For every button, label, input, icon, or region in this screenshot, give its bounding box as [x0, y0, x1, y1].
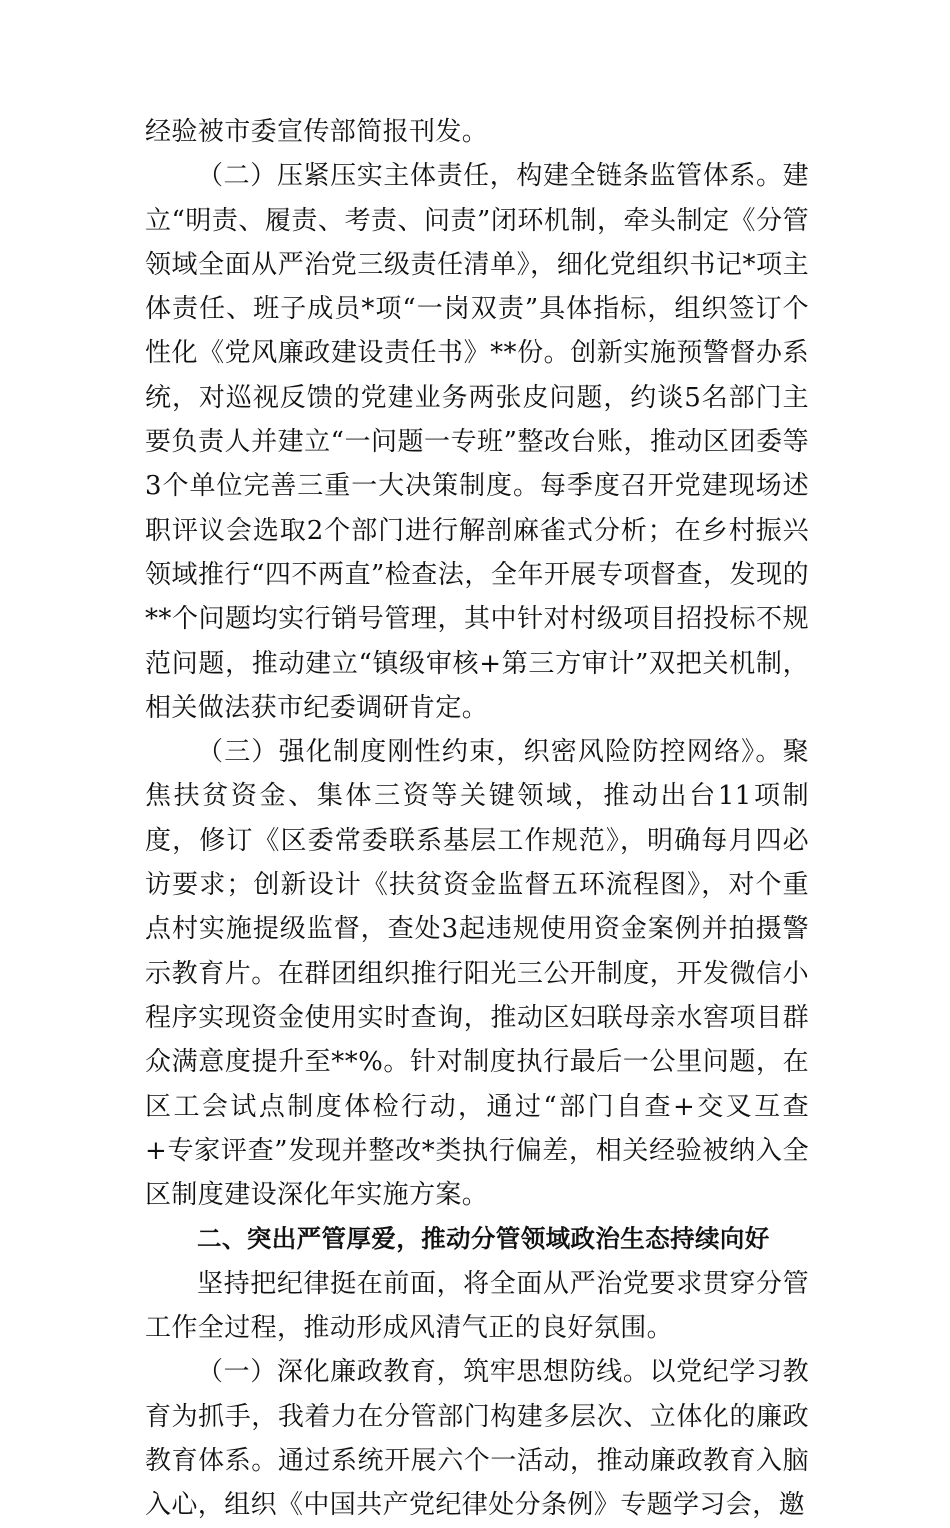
- paragraph-continuation: 经验被市委宣传部简报刊发。: [145, 117, 489, 147]
- paragraph-subsection-1: （一）深化廉政教育，筑牢思想防线。以党纪学习教育为抓手，我着力在分管部门构建多层次、立体化的廉政教育体系。通过系统开展六个一活动，推动廉政教育入脑入心，组织《中国共产党纪律处分条例》专题学习会，邀: [145, 1357, 809, 1521]
- document-body: [145, 110, 809, 1528]
- paragraph-intro: 坚持把纪律挺在前面，将全面从严治党要求贯穿分管工作全过程，推动形成风清气正的良好氛围。: [145, 1268, 809, 1344]
- paragraph-section-3: （三）强化制度刚性约束，织密风险防控网络》。聚焦扶贫资金、集体三资等关键领域，推动出台11项制度，修订《区委常委联系基层工作规范》，明确每月四必访要求；创新设计《扶贫资金监督五环流程图》，对个重点村实施提级监督，查处3起违规使用资金案例并拍摄警示教育片。在群团组织推行阳光三公开制度，开发微信小程序实现资金使用实时查询，推动区妇联母亲水窖项目群众满意度提升至**%。针对制度执行最后一公里问题，在区工会试点制度体检行动，通过“部门自查+交叉互查+专家评查”发现并整改*类执行偏差，相关经验被纳入全区制度建设深化年实施方案。: [145, 737, 809, 1211]
- paragraph-section-2: （二）压紧压实主体责任，构建全链条监管体系。建立“明责、履责、考责、问责”闭环机制，牵头制定《分管领域全面从严治党三级责任清单》，细化党组织书记*项主体责任、班子成员*项“一岗双责”具体指标，组织签订个性化《党风廉政建设责任书》**份。创新实施预警督办系统，对巡视反馈的党建业务两张皮问题，约谈5名部门主要负责人并建立“一问题一专班”整改台账，推动区团委等3个单位完善三重一大决策制度。每季度召开党建现场述职评议会选取2个部门进行解剖麻雀式分析；在乡村振兴领域推行“四不两直”检查法，全年开展专项督查，发现的**个问题均实行销号管理，其中针对村级项目招投标不规范问题，推动建立“镇级审核+第三方审计”双把关机制，相关做法获市纪委调研肯定。: [145, 161, 809, 723]
- section-heading: 二、突出严管厚爱，推动分管领域政治生态持续向好: [197, 1224, 770, 1254]
